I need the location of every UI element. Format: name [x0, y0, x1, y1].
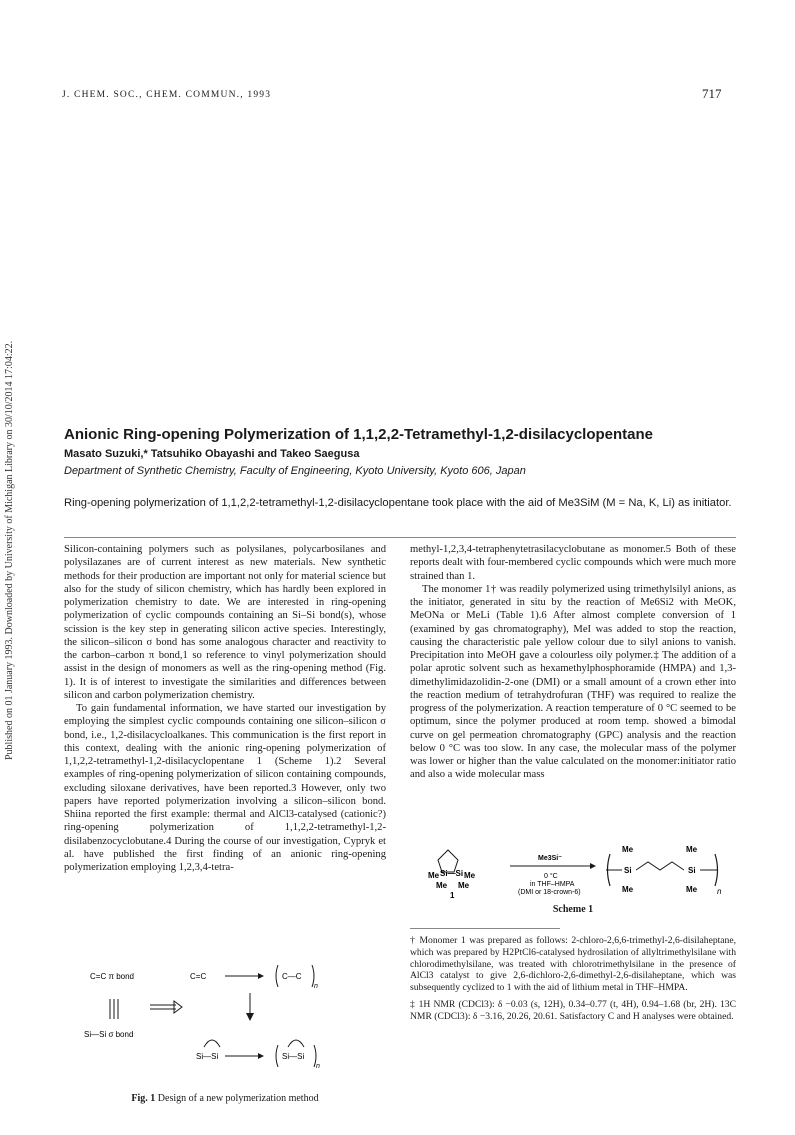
figure-1-caption-text: Design of a new polymerization method [155, 1093, 319, 1104]
footnote-divider [410, 928, 560, 929]
figure-1-diagram [80, 955, 380, 1090]
sisi-sigma-bond-label: Si—Si σ bond [84, 1030, 134, 1039]
svg-text:Me: Me [686, 885, 698, 894]
svg-text:C=C: C=C [190, 972, 207, 981]
figure-1-caption [64, 1093, 386, 1104]
svg-text:Me: Me [464, 871, 476, 880]
svg-text:Me: Me [622, 845, 634, 854]
svg-text:Si: Si [688, 866, 696, 875]
svg-text:Si: Si [624, 866, 632, 875]
condition-temp: 0 °C [544, 873, 558, 880]
scheme-1-caption: Scheme 1 [552, 904, 594, 915]
article-abstract: Ring-opening polymerization of 1,1,2,2-tetramethyl-1,2-disilacyclopentane took place with the aid of Me3SiM (M = Na, K, Li) as initiator. [64, 497, 732, 509]
paragraph: The monomer 1† was readily polymerized using trimethylsilyl anions, as the initiator, generated in situ by the reaction of Me6Si2 with MeOK, MeONa or MeLi (Table 1).6 After almost complete conversion of 1 (examined by gas chromatography), MeI was added to stop the reaction, causing the characteristic pale yellow colour due to silyl anions to vanish. Precipitation into MeOH gave a colourless oily polymer.‡ The addition of a polar aprotic solvent such as hexamethylphosphoramide (HMPA) and 1,3-dimethylimidazolidin-2-one (DMI) or a small amount of a crown ether into the reaction medium of tetrahydrofuran (THF) was required to realize the progress of the polymerization. A reaction temperature of 0 °C seemed to be optimum, since the polymer produced at room temp. showed a bimodal curve on gel permeation chromatography (GPC) analysis and the reaction below 0 °C was too slow. In any case, the molecular mass of the polymer was lower or higher than the value calculated on the monomer:initiator ratio and also a wide molecular mass [410, 583, 736, 781]
footnote-dagger: † Monomer 1 was prepared as follows: 2-chloro-2,6,6-trimethyl-2,6-disilaheptane, which was prepared by H2PtCl6-catalysed hydrosilation of allyltrimethylsilane with chlorodimethylsilane, was treated with chlorotrimethylsilane in the presence of AlCl3 catalyst to give 2,6-dichloro-2,6-dimethyl-2,6-disilaheptane, which was subsequently cyclized to 1 with the aid of lithium metal in THF–HMPA. [410, 935, 736, 994]
figure-1-caption-label: Fig. 1 [131, 1093, 156, 1104]
footnote-double-dagger: ‡ 1H NMR (CDCl3): δ −0.03 (s, 12H), 0.34–0.77 (t, 4H), 0.94–1.68 (br, 2H). 13C NMR (CDCl3): δ −3.16, 20.26, 20.61. Satisfactory C and H analyses were obtained. [410, 998, 736, 1022]
reagent-label: Me3Si⁻ [538, 855, 562, 862]
footnotes [410, 935, 736, 1028]
right-column [410, 543, 736, 782]
article-title: Anionic Ring-opening Polymerization of 1,1,2,2-Tetramethyl-1,2-disilacyclopentane [64, 426, 653, 443]
left-column [64, 543, 386, 874]
paragraph: Silicon-containing polymers such as polysilanes, polycarbosilanes and polysilazanes are of current interest as new materials. New synthetic methods for their production are important not only for material science but also for the study of silicon chemistry, which has hardly been explored in polymerization chemistry to date. We are interested in ring-opening polymerization of cyclic compounds containing an Si–Si bond(s), whose scission is the key step in generating silicon active species. Interestingly, the silicon–silicon σ bond has some analogous character and reactivity to the carbon–carbon π bond,1 so reference to vinyl polymerization should assist in the design of monomers as well as the ring-opening method (Fig. 1). It is of interest to investigate the similarities and differences between silicon and carbon polymerization chemistry. [64, 544, 386, 701]
article-affiliation: Department of Synthetic Chemistry, Faculty of Engineering, Kyoto University, Kyoto 606, Japan [64, 465, 526, 477]
download-notice: Published on 01 January 1993. Downloaded by University of Michigan Library on 30/10/2014 17:04:22. [4, 340, 15, 760]
svg-text:n: n [314, 983, 318, 990]
cc-pi-bond-label: C=C π bond [90, 972, 134, 981]
abstract-divider [64, 537, 736, 538]
svg-text:Me: Me [622, 885, 634, 894]
condition-solvent: in THF–HMPA [530, 881, 575, 888]
page-number: 717 [702, 86, 722, 101]
svg-text:n: n [316, 1063, 320, 1070]
svg-text:Si—Si: Si—Si [282, 1052, 305, 1061]
article-authors: Masato Suzuki,* Tatsuhiko Obayashi and Takeo Saegusa [64, 448, 360, 460]
journal-header: J. CHEM. SOC., CHEM. COMMUN., 1993 [62, 90, 272, 100]
svg-text:Me: Me [428, 871, 440, 880]
svg-text:Me: Me [458, 881, 470, 890]
condition-additive: (DMI or 18-crown-6) [518, 889, 581, 896]
svg-text:Me: Me [686, 845, 698, 854]
paragraph: methyl-1,2,3,4-tetraphenytetrasilacyclobutane as monomer.5 Both of these reports dealt with four-membered cyclic compounds which were much more strained than 1. [410, 544, 736, 582]
svg-text:Me: Me [436, 881, 448, 890]
svg-text:n: n [717, 887, 722, 896]
svg-text:Si—Si: Si—Si [196, 1052, 219, 1061]
svg-text:Si—Si: Si—Si [440, 869, 464, 878]
svg-text:C—C: C—C [282, 972, 302, 981]
paragraph: To gain fundamental information, we have started our investigation by employing the simplest cyclic compounds containing one silicon–silicon σ bond, i.e., 1,2-disilacycloalkanes. This communication is the first report in this context, dealing with the anionic ring-opening polymerization of 1,1,2,2-tetramethyl-1,2-disilacyclopentane 1 (Scheme 1).2 Several examples of ring-opening polymerization of silicon containing compounds, excluding siloxane derivatives, have been reported.3 However, only two papers have reported polymerization involving a silicon–silicon bond. Shiina reported the first example: thermal and AlCl3-catalysed (cationic?) ring-opening polymerization of 1,1,2,2-tetramethyl-1,2-disilabenzocyclobutane.4 During the course of our investigation, Cypryk et al. have published the first finding of an anionic ring-opening polymerization employing 1,2,3,4-tetra- [64, 703, 386, 873]
monomer-label: 1 [450, 891, 455, 900]
